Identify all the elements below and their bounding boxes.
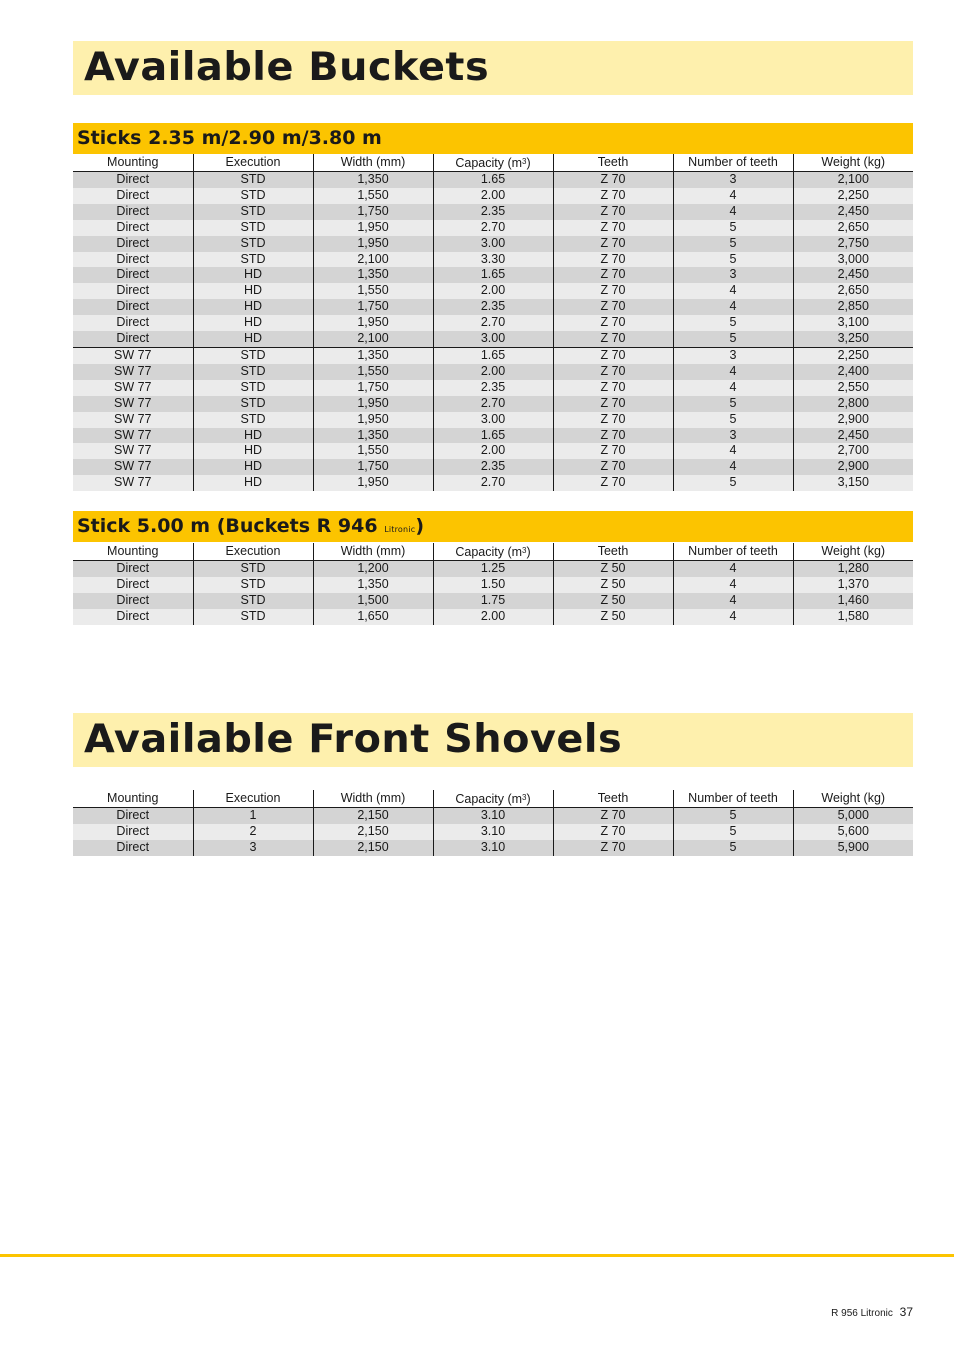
table-cell: 3: [673, 428, 793, 444]
table-cell: 1.65: [433, 428, 553, 444]
stick5-heading-text: Stick 5.00 m (Buckets R 946: [77, 515, 378, 537]
table-cell: 4: [673, 561, 793, 577]
table-cell: HD: [193, 267, 313, 283]
table-cell: STD: [193, 561, 313, 577]
table-cell: 4: [673, 443, 793, 459]
table-cell: 4: [673, 609, 793, 625]
table-cell: 1.65: [433, 347, 553, 363]
table-cell: 1,550: [313, 364, 433, 380]
table-row: [73, 315, 913, 331]
table-cell: 2.00: [433, 609, 553, 625]
table-cell: 3.10: [433, 824, 553, 840]
column-header: Mounting: [73, 543, 193, 561]
buckets-title-band: [73, 41, 913, 95]
table-cell: STD: [193, 204, 313, 220]
table-cell: 2.00: [433, 283, 553, 299]
table-cell: STD: [193, 188, 313, 204]
table-cell: 1,350: [313, 577, 433, 593]
table-cell: 3,100: [793, 315, 913, 331]
table-cell: 3: [193, 840, 313, 856]
table-cell: 1.50: [433, 577, 553, 593]
table-cell: 1,280: [793, 561, 913, 577]
table-row: [73, 840, 913, 856]
table-cell: Direct: [73, 236, 193, 252]
table-cell: HD: [193, 459, 313, 475]
table-cell: Direct: [73, 609, 193, 625]
table-cell: 5: [673, 236, 793, 252]
sticks-heading: Sticks 2.35 m/2.90 m/3.80 m: [77, 127, 382, 149]
table-cell: HD: [193, 331, 313, 347]
table-cell: 5: [673, 824, 793, 840]
table-cell: 3,000: [793, 252, 913, 268]
table-cell: Z 70: [553, 283, 673, 299]
column-header: Weight (kg): [793, 154, 913, 172]
table-cell: Direct: [73, 267, 193, 283]
table-cell: Direct: [73, 172, 193, 188]
table-cell: Z 50: [553, 609, 673, 625]
table-cell: 1,370: [793, 577, 913, 593]
table-cell: 2.70: [433, 396, 553, 412]
table-cell: Z 70: [553, 188, 673, 204]
table-row: [73, 428, 913, 444]
table-cell: 1,950: [313, 412, 433, 428]
table-cell: 1.65: [433, 172, 553, 188]
table-cell: Z 70: [553, 459, 673, 475]
column-header: Mounting: [73, 790, 193, 808]
column-header: Weight (kg): [793, 543, 913, 561]
table-cell: 3,250: [793, 331, 913, 347]
table-cell: 2: [193, 824, 313, 840]
table-cell: Z 70: [553, 443, 673, 459]
table-cell: 1,460: [793, 593, 913, 609]
table-cell: STD: [193, 252, 313, 268]
table-cell: Z 70: [553, 299, 673, 315]
table-row: [73, 808, 913, 824]
table-cell: STD: [193, 593, 313, 609]
table-row: [73, 364, 913, 380]
table-cell: HD: [193, 283, 313, 299]
table-row: [73, 824, 913, 840]
table-cell: 1,750: [313, 380, 433, 396]
table-cell: 2.00: [433, 188, 553, 204]
table-cell: 5,600: [793, 824, 913, 840]
table-cell: STD: [193, 609, 313, 625]
table-cell: 5: [673, 808, 793, 824]
table-cell: Z 70: [553, 808, 673, 824]
table-cell: Direct: [73, 252, 193, 268]
shovels-title-band: [73, 713, 913, 767]
table-cell: 1.65: [433, 267, 553, 283]
buckets-table-sticks: [73, 154, 913, 491]
table-cell: SW 77: [73, 443, 193, 459]
table-cell: Z 70: [553, 315, 673, 331]
stick5-heading-close: ): [415, 515, 425, 537]
column-header: Capacity $(m^3)$: [433, 154, 553, 172]
column-header: Mounting: [73, 154, 193, 172]
table-row: [73, 204, 913, 220]
table-cell: 3.00: [433, 331, 553, 347]
table-cell: Z 70: [553, 267, 673, 283]
table-cell: 3.10: [433, 808, 553, 824]
page-footer: [831, 1305, 913, 1319]
table-cell: 4: [673, 577, 793, 593]
table-cell: Z 70: [553, 475, 673, 491]
column-header: Capacity $(m^3)$: [433, 790, 553, 808]
table-cell: 1,950: [313, 396, 433, 412]
table-cell: Direct: [73, 561, 193, 577]
table-cell: 2,900: [793, 412, 913, 428]
column-header: Number of teeth: [673, 154, 793, 172]
table-cell: SW 77: [73, 459, 193, 475]
litronic-label: Litronic: [384, 525, 416, 534]
table-cell: Z 70: [553, 236, 673, 252]
table-row: [73, 252, 913, 268]
table-cell: 1.75: [433, 593, 553, 609]
table-cell: 1,750: [313, 204, 433, 220]
table-cell: 2,100: [313, 252, 433, 268]
footer-model: R 956 Litronic: [831, 1308, 893, 1319]
table-cell: STD: [193, 577, 313, 593]
table-cell: STD: [193, 347, 313, 363]
table-cell: 4: [673, 188, 793, 204]
column-header: Width (mm): [313, 790, 433, 808]
buckets-title: Available Buckets: [84, 45, 490, 90]
table-cell: Direct: [73, 593, 193, 609]
table-cell: HD: [193, 428, 313, 444]
table-row: [73, 593, 913, 609]
table-row: [73, 347, 913, 363]
table-cell: SW 77: [73, 347, 193, 363]
sticks-heading-band: [73, 123, 913, 154]
table-row: [73, 443, 913, 459]
table-cell: 5: [673, 315, 793, 331]
table-cell: 5: [673, 252, 793, 268]
table-cell: 4: [673, 364, 793, 380]
table-cell: 2,450: [793, 428, 913, 444]
footer-rule: [0, 1254, 954, 1257]
table-cell: Z 70: [553, 220, 673, 236]
table-cell: 5: [673, 412, 793, 428]
table-cell: 2,400: [793, 364, 913, 380]
table-cell: 1,550: [313, 188, 433, 204]
table-cell: 3.10: [433, 840, 553, 856]
table-cell: 3.00: [433, 412, 553, 428]
table-header-row: [73, 790, 913, 808]
table-cell: Z 70: [553, 840, 673, 856]
table-cell: 1,950: [313, 220, 433, 236]
table-row: [73, 267, 913, 283]
table-row: [73, 283, 913, 299]
column-header: Execution: [193, 543, 313, 561]
table-cell: STD: [193, 172, 313, 188]
table-row: [73, 380, 913, 396]
table-cell: SW 77: [73, 412, 193, 428]
table-row: [73, 577, 913, 593]
table-cell: 1,550: [313, 283, 433, 299]
table-cell: Direct: [73, 808, 193, 824]
table-cell: 2,850: [793, 299, 913, 315]
table-cell: Z 70: [553, 824, 673, 840]
table-cell: 2,250: [793, 188, 913, 204]
table-cell: 4: [673, 283, 793, 299]
table-cell: Direct: [73, 331, 193, 347]
table-row: [73, 188, 913, 204]
table-cell: 2,100: [793, 172, 913, 188]
table-cell: 1: [193, 808, 313, 824]
table-cell: 4: [673, 380, 793, 396]
table-cell: Direct: [73, 840, 193, 856]
column-header: Width (mm): [313, 543, 433, 561]
table-cell: Z 50: [553, 593, 673, 609]
table-cell: Z 70: [553, 412, 673, 428]
table-row: [73, 331, 913, 347]
table-cell: HD: [193, 299, 313, 315]
table-cell: Z 50: [553, 561, 673, 577]
table-cell: 1,350: [313, 428, 433, 444]
table-cell: 1,650: [313, 609, 433, 625]
table-row: [73, 412, 913, 428]
table-cell: 2,150: [313, 808, 433, 824]
table-cell: STD: [193, 396, 313, 412]
table-cell: STD: [193, 364, 313, 380]
table-cell: 3.30: [433, 252, 553, 268]
table-cell: 5: [673, 331, 793, 347]
table-cell: 1,950: [313, 236, 433, 252]
table-cell: 1,750: [313, 459, 433, 475]
table-cell: 2.70: [433, 220, 553, 236]
table-cell: 1,950: [313, 315, 433, 331]
table-cell: SW 77: [73, 475, 193, 491]
table-cell: SW 77: [73, 364, 193, 380]
table-cell: STD: [193, 236, 313, 252]
table-cell: 5: [673, 220, 793, 236]
buckets-table-stick5: [73, 543, 913, 625]
table-row: [73, 475, 913, 491]
table-cell: 3: [673, 347, 793, 363]
table-cell: 3: [673, 172, 793, 188]
column-header: Execution: [193, 790, 313, 808]
table-row: [73, 236, 913, 252]
table-cell: 2.35: [433, 380, 553, 396]
table-cell: Direct: [73, 188, 193, 204]
page-number: 37: [899, 1305, 913, 1319]
table-cell: 2.00: [433, 443, 553, 459]
table-cell: 2.35: [433, 204, 553, 220]
table-cell: 4: [673, 459, 793, 475]
table-cell: Z 70: [553, 347, 673, 363]
table-row: [73, 220, 913, 236]
table-cell: Z 50: [553, 577, 673, 593]
table-cell: 3: [673, 267, 793, 283]
table-cell: 2,150: [313, 824, 433, 840]
table-cell: 1,950: [313, 475, 433, 491]
table-cell: 2.35: [433, 299, 553, 315]
table-cell: STD: [193, 412, 313, 428]
table-cell: Direct: [73, 577, 193, 593]
table-row: [73, 459, 913, 475]
table-cell: 1,350: [313, 172, 433, 188]
stick5-heading-band: [73, 511, 913, 542]
table-cell: 5,000: [793, 808, 913, 824]
table-cell: 2,100: [313, 331, 433, 347]
table-cell: 2.70: [433, 475, 553, 491]
table-cell: 5: [673, 475, 793, 491]
table-cell: Z 70: [553, 331, 673, 347]
column-header: Weight (kg): [793, 790, 913, 808]
table-cell: 1,750: [313, 299, 433, 315]
table-cell: Direct: [73, 824, 193, 840]
table-cell: Direct: [73, 283, 193, 299]
table-row: [73, 172, 913, 188]
table-cell: 1,580: [793, 609, 913, 625]
table-cell: 2,150: [313, 840, 433, 856]
column-header: Number of teeth: [673, 790, 793, 808]
table-cell: Z 70: [553, 204, 673, 220]
table-cell: Z 70: [553, 380, 673, 396]
table-cell: HD: [193, 443, 313, 459]
table-cell: 2,250: [793, 347, 913, 363]
front-shovels-table: [73, 790, 913, 856]
table-cell: 1,500: [313, 593, 433, 609]
table-cell: 1,350: [313, 267, 433, 283]
table-cell: 4: [673, 299, 793, 315]
table-cell: 2,800: [793, 396, 913, 412]
table-cell: SW 77: [73, 428, 193, 444]
table-cell: 4: [673, 593, 793, 609]
table-cell: 2,750: [793, 236, 913, 252]
table-cell: Z 70: [553, 172, 673, 188]
table-cell: SW 77: [73, 380, 193, 396]
table-header-row: [73, 154, 913, 172]
table-cell: Z 70: [553, 396, 673, 412]
table-row: [73, 561, 913, 577]
table-cell: 5: [673, 840, 793, 856]
column-header: Width (mm): [313, 154, 433, 172]
table-cell: STD: [193, 220, 313, 236]
table-cell: Z 70: [553, 428, 673, 444]
table-cell: 1,350: [313, 347, 433, 363]
table-cell: 3.00: [433, 236, 553, 252]
column-header: Teeth: [553, 790, 673, 808]
table-header-row: [73, 543, 913, 561]
table-cell: STD: [193, 380, 313, 396]
table-cell: HD: [193, 475, 313, 491]
table-cell: 2.00: [433, 364, 553, 380]
table-cell: 2,650: [793, 283, 913, 299]
table-cell: Z 70: [553, 364, 673, 380]
table-cell: 3,150: [793, 475, 913, 491]
stick5-heading: [77, 514, 424, 542]
table-row: [73, 609, 913, 625]
table-cell: 2,900: [793, 459, 913, 475]
shovels-title: Available Front Shovels: [84, 717, 623, 762]
table-cell: 2.70: [433, 315, 553, 331]
table-cell: 5,900: [793, 840, 913, 856]
table-cell: 2,450: [793, 267, 913, 283]
table-cell: Z 70: [553, 252, 673, 268]
table-cell: 2,700: [793, 443, 913, 459]
table-cell: 2,550: [793, 380, 913, 396]
table-cell: 2,650: [793, 220, 913, 236]
table-cell: 1.25: [433, 561, 553, 577]
table-cell: HD: [193, 315, 313, 331]
table-cell: 1,200: [313, 561, 433, 577]
column-header: Capacity $(m^3)$: [433, 543, 553, 561]
table-cell: 1,550: [313, 443, 433, 459]
table-cell: 5: [673, 396, 793, 412]
table-cell: Direct: [73, 299, 193, 315]
column-header: Teeth: [553, 154, 673, 172]
table-cell: Direct: [73, 220, 193, 236]
table-cell: 2,450: [793, 204, 913, 220]
table-row: [73, 396, 913, 412]
table-cell: Direct: [73, 315, 193, 331]
column-header: Number of teeth: [673, 543, 793, 561]
column-header: Teeth: [553, 543, 673, 561]
table-row: [73, 299, 913, 315]
table-cell: 2.35: [433, 459, 553, 475]
column-header: Execution: [193, 154, 313, 172]
table-cell: 4: [673, 204, 793, 220]
table-cell: Direct: [73, 204, 193, 220]
table-cell: SW 77: [73, 396, 193, 412]
